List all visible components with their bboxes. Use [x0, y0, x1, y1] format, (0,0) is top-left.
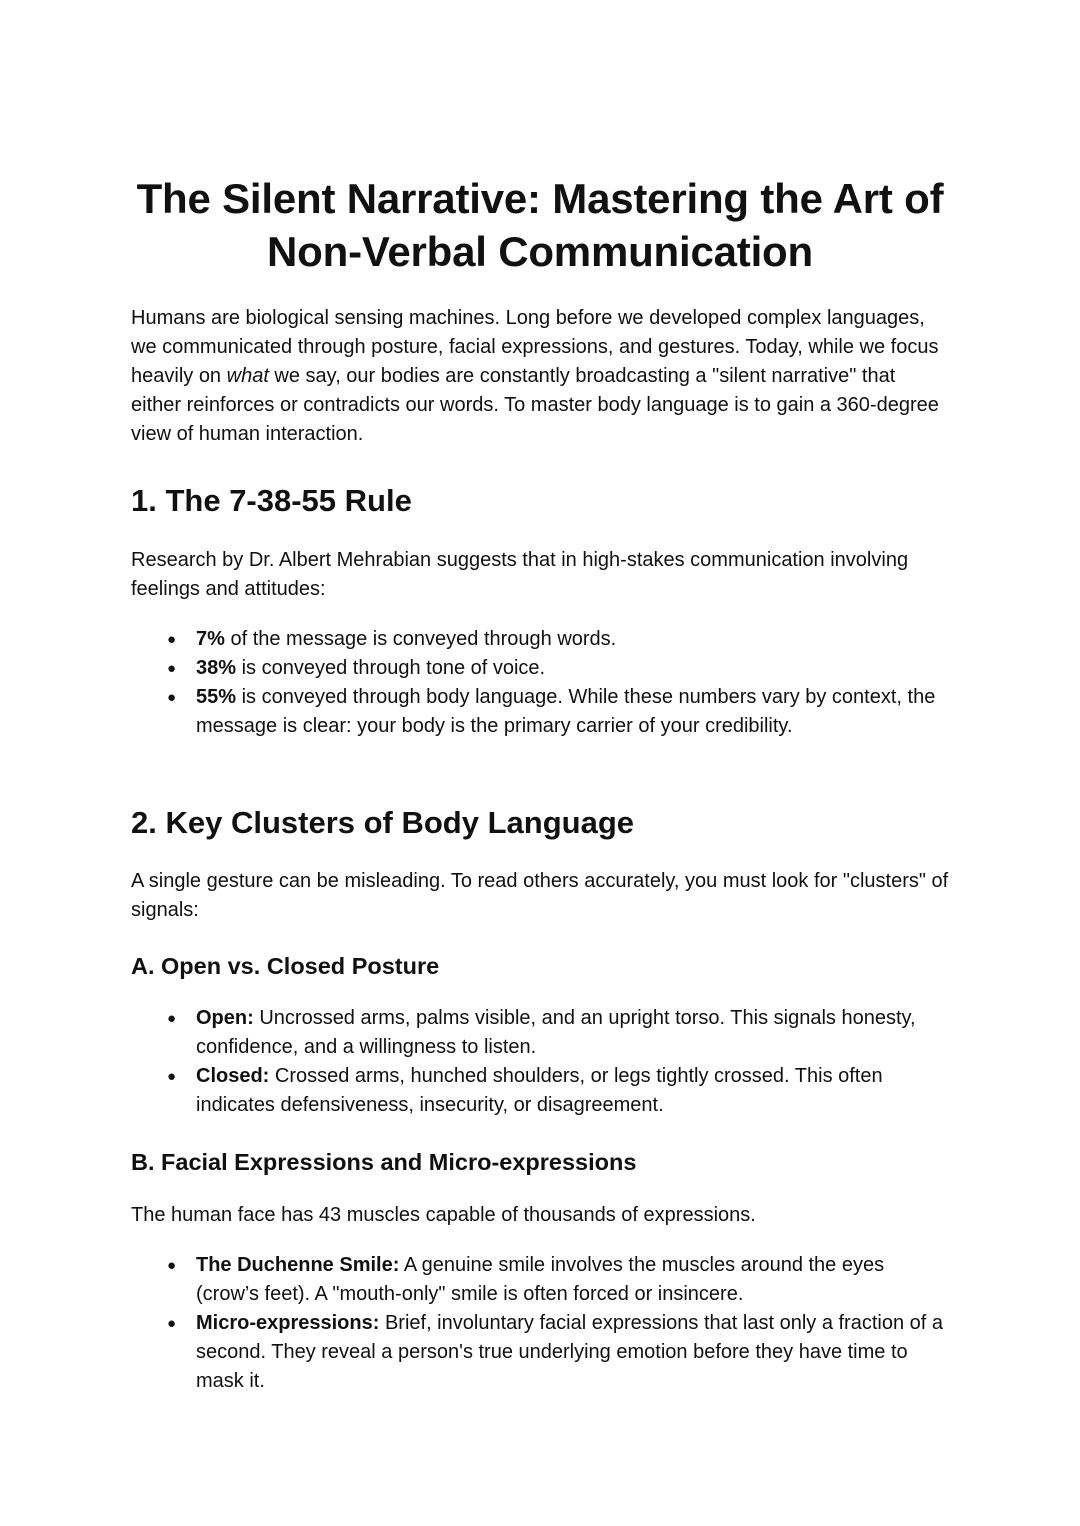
list-item-bold: 55% — [196, 686, 237, 708]
list-item-bold: 38% — [196, 657, 237, 679]
list-item-bold: 7% — [196, 628, 225, 650]
bullet-icon: ● — [167, 631, 177, 648]
section-1-list — [131, 625, 949, 741]
bullet-icon: ● — [167, 1257, 177, 1274]
list-item-text: Uncrossed arms, palms visible, and an upright torso. This signals honesty, confidence, and a willingness to listen. — [196, 1007, 916, 1058]
list-item-text: of the message is conveyed through words. — [224, 628, 617, 650]
list-item-text: Crossed arms, hunched shoulders, or legs tightly crossed. This often indicates defensiveness, insecurity, or disagreement. — [196, 1065, 883, 1116]
bullet-icon: ● — [167, 660, 177, 677]
list-item-bold: Open: — [196, 1007, 254, 1029]
bullet-icon: ● — [167, 1010, 177, 1027]
subsection-a-heading: A. Open vs. Closed Posture — [131, 953, 440, 979]
intro-emphasis: what — [226, 365, 269, 387]
list-item — [131, 683, 949, 741]
list-item-text: is conveyed through tone of voice. — [236, 657, 546, 679]
subsection-a-list — [131, 1004, 949, 1120]
list-item-bold: Micro-expressions: — [196, 1312, 380, 1334]
list-item — [131, 1004, 949, 1062]
subsection-b-heading: B. Facial Expressions and Micro-expressions — [131, 1149, 637, 1175]
intro-text-end: we say, our bodies are constantly broadcasting a "silent narrative" that either reinforces or contradicts our words. To master body language is to gain a 360-degree view of human interaction. — [131, 365, 939, 445]
list-item — [131, 654, 949, 683]
list-item-bold: Closed: — [196, 1065, 270, 1087]
list-item-text: is conveyed through body language. While these numbers vary by context, the message is clear: your body is the primary carrier of your credibility. — [196, 686, 936, 737]
list-item-text: Brief, involuntary facial expressions that last only a fraction of a second. They reveal a person's true underlying emotion before they have time to mask it. — [196, 1312, 944, 1392]
list-item — [131, 625, 949, 654]
list-item — [131, 1251, 949, 1309]
list-item-bold: The Duchenne Smile: — [196, 1254, 400, 1276]
subsection-b-paragraph: The human face has 43 muscles capable of thousands of expressions. — [131, 1204, 756, 1226]
section-1-paragraph: Research by Dr. Albert Mehrabian suggests that in high-stakes communication involving feelings and attitudes: — [131, 549, 909, 600]
intro-text-start: Humans are biological sensing machines. Long before we developed complex languages, we communicated through posture, facial expressions, and gestures. Today, while we focus heavily on — [131, 307, 939, 387]
intro-paragraph — [131, 304, 949, 449]
section-2-heading: 2. Key Clusters of Body Language — [131, 805, 634, 840]
list-item — [131, 1062, 949, 1120]
bullet-icon: ● — [167, 1068, 177, 1085]
document-title: The Silent Narrative: Mastering the Art of Non-Verbal Communication — [136, 175, 944, 275]
section-2-paragraph: A single gesture can be misleading. To read others accurately, you must look for "clusters" of signals: — [131, 870, 949, 921]
list-item-text: A genuine smile involves the muscles around the eyes (crow’s feet). A "mouth-only" smile is often forced or insincere. — [196, 1254, 885, 1305]
section-1-heading: 1. The 7-38-55 Rule — [131, 483, 412, 518]
list-item — [131, 1309, 949, 1396]
bullet-icon: ● — [167, 689, 177, 706]
bullet-icon: ● — [167, 1315, 177, 1332]
subsection-b-list — [131, 1251, 949, 1396]
